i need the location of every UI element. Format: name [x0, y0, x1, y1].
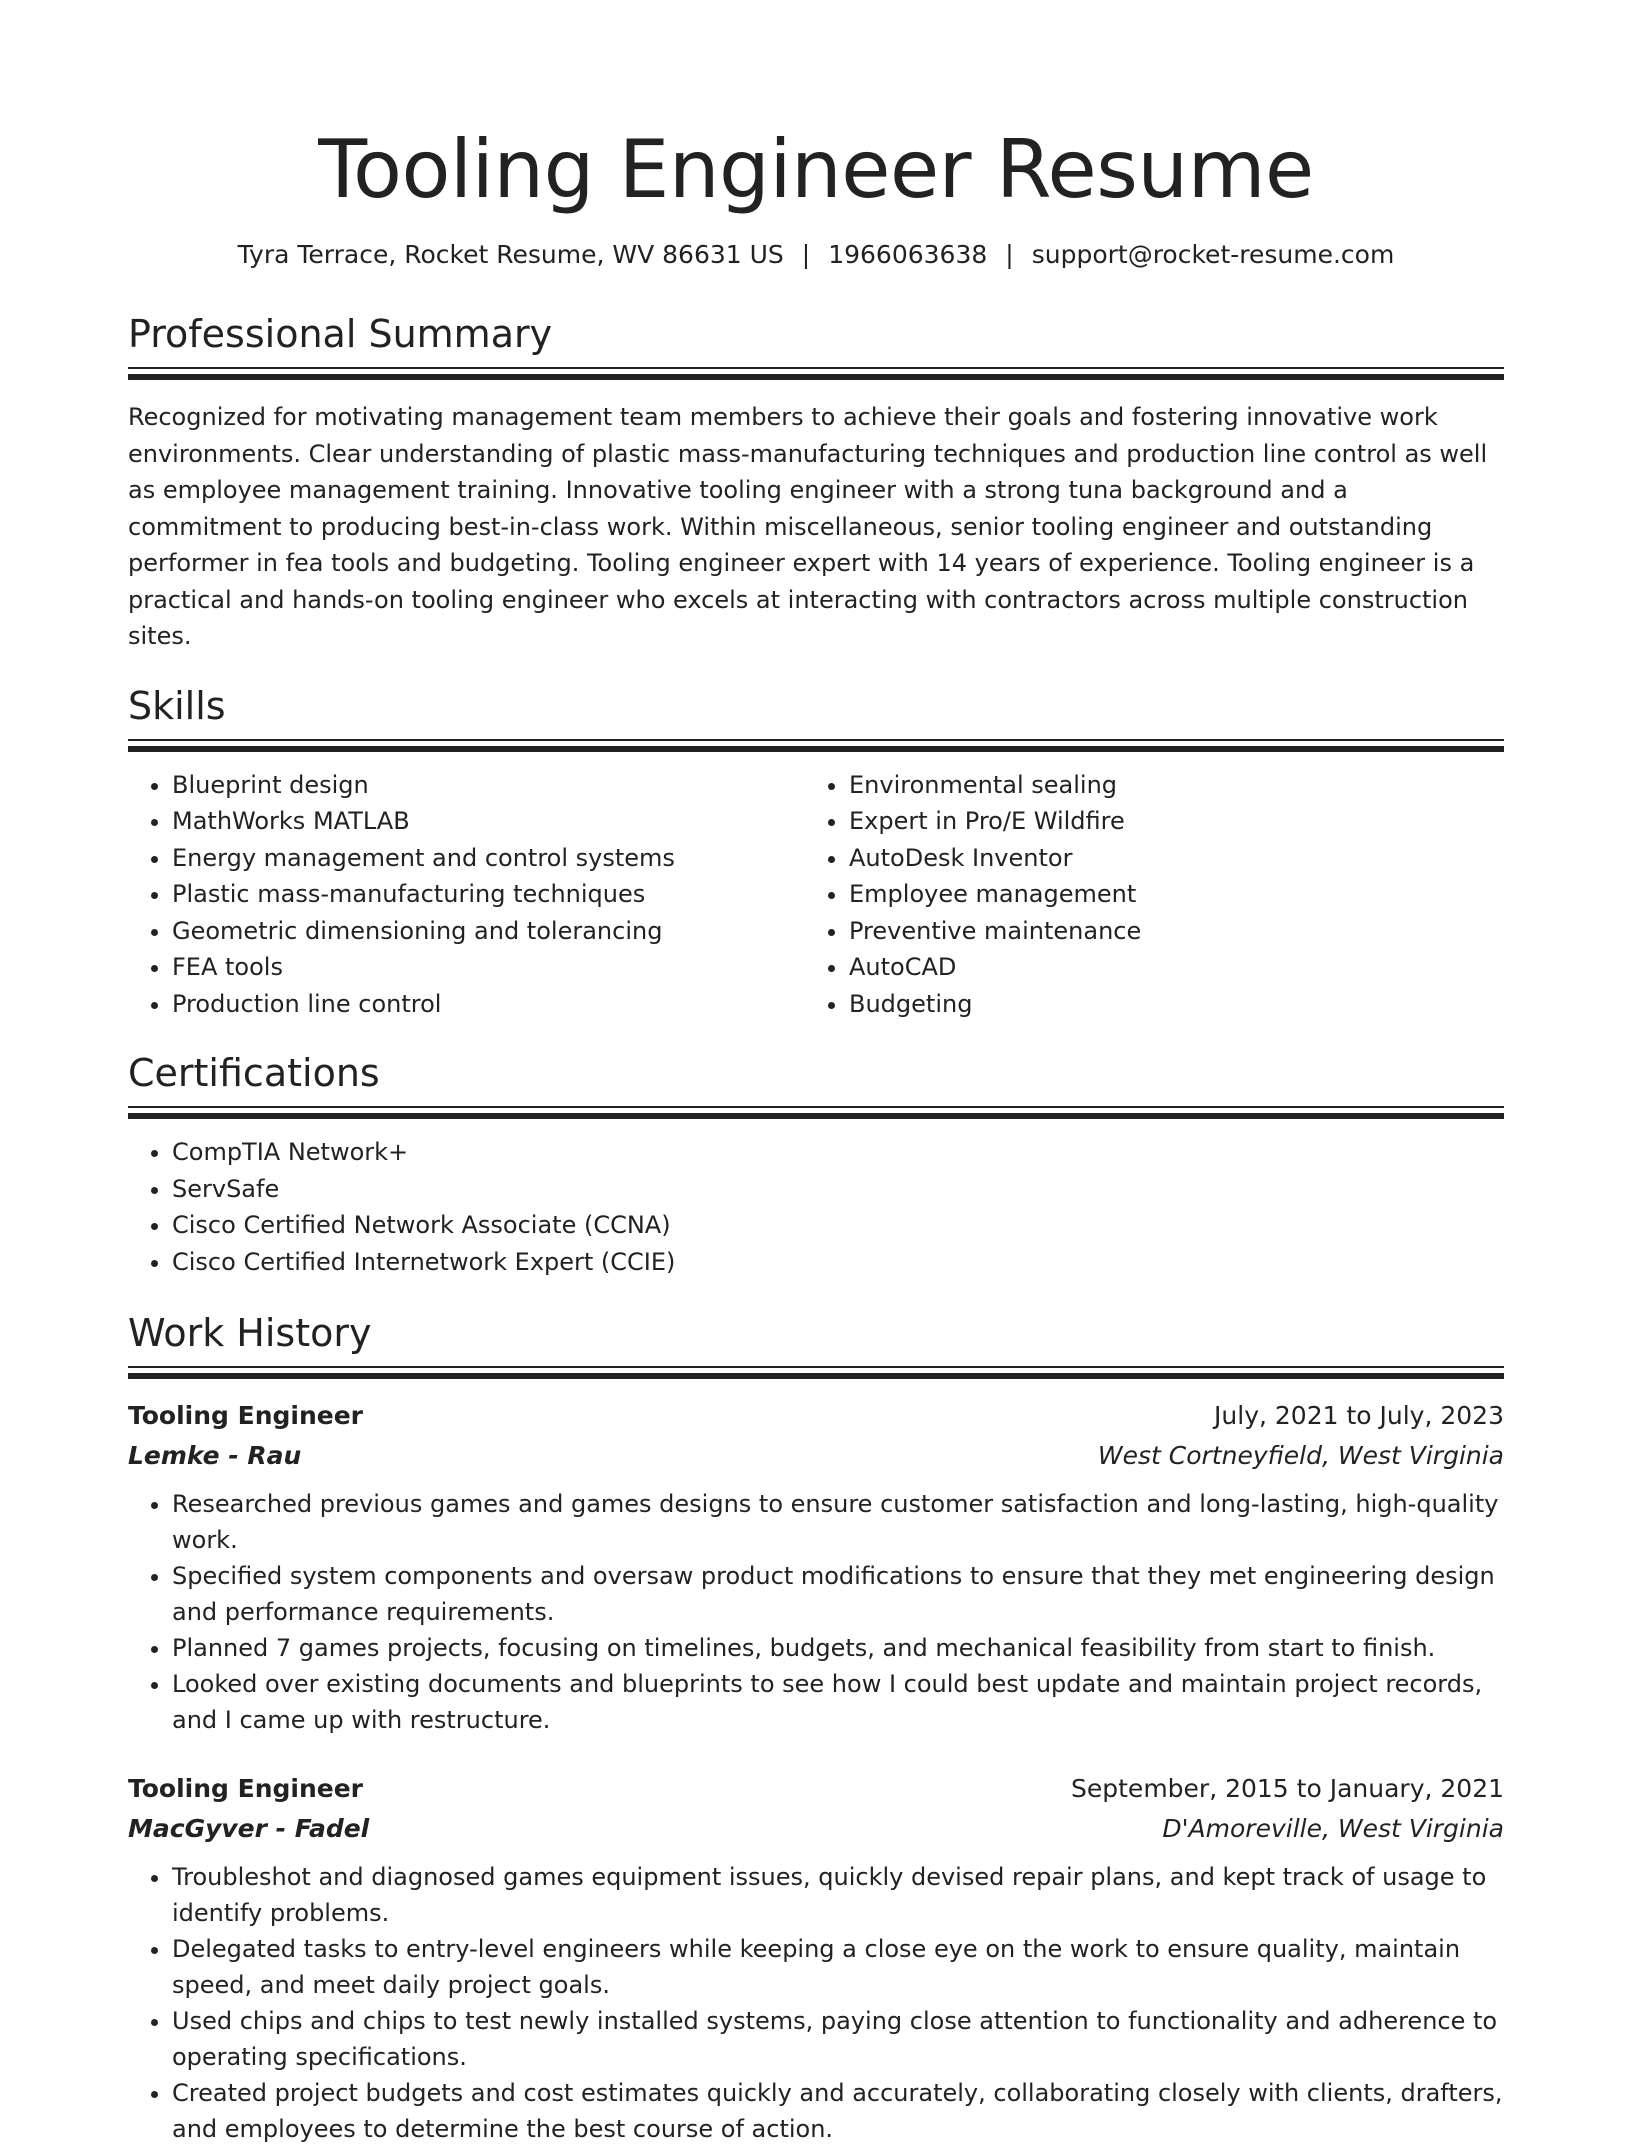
summary-heading: Professional Summary [128, 312, 553, 356]
job-header [128, 1396, 1504, 1436]
certification-item: • Cisco Certified Network Associate (CCNA) [172, 1207, 1504, 1244]
job-subheader [128, 1809, 1504, 1849]
job-location: West Cortneyfield, West Virginia [1097, 1441, 1504, 1470]
job-entry [128, 1396, 1504, 1738]
job-bullets [128, 1859, 1504, 2147]
skill-item: • Plastic mass-manufacturing techniques [172, 876, 805, 913]
contact-separator: | [1005, 240, 1014, 269]
contact-separator: | [801, 240, 811, 269]
certification-item: • CompTIA Network+ [172, 1134, 1504, 1171]
section-divider [128, 739, 1504, 753]
skill-item: • AutoCAD [849, 949, 1482, 986]
job-header [128, 1769, 1504, 1809]
job-title: Tooling Engineer [128, 1401, 363, 1430]
skills-list-right [805, 767, 1482, 1023]
section-divider [128, 1106, 1504, 1120]
job-bullet: • Troubleshot and diagnosed games equipment issues, quickly devised repair plans, and kept track of usage to identify problems. [172, 1859, 1504, 1931]
contact-phone: 1966063638 [828, 240, 988, 269]
job-bullet: • Planned 7 games projects, focusing on timelines, budgets, and mechanical feasibility from start to finish. [172, 1630, 1504, 1666]
job-subheader [128, 1436, 1504, 1476]
contact-address: Tyra Terrace, Rocket Resume, WV 86631 US [237, 240, 784, 269]
work-history-section [128, 1310, 1504, 2147]
job-company: Lemke - Rau [128, 1441, 302, 1470]
resume-page [128, 0, 1504, 2147]
section-divider [128, 367, 1504, 381]
certifications-list [128, 1134, 1504, 1280]
skill-item: • Employee management [849, 876, 1482, 913]
certifications-section [128, 1050, 1504, 1280]
skills-list-left [128, 767, 805, 1023]
skill-item: • Expert in Pro/E Wildfire [849, 803, 1482, 840]
job-title: Tooling Engineer [128, 1774, 363, 1803]
skill-item: • Production line control [172, 986, 805, 1023]
certifications-heading: Certifications [128, 1051, 380, 1095]
skills-section [128, 683, 1504, 1023]
skill-item: • AutoDesk Inventor [849, 840, 1482, 877]
contact-line [128, 238, 1504, 272]
skills-columns [128, 767, 1504, 1023]
job-bullet: • Delegated tasks to entry-level engineers while keeping a close eye on the work to ensure quality, maintain speed, and meet daily project goals. [172, 1931, 1504, 2003]
job-dates: July, 2021 to July, 2023 [1214, 1401, 1504, 1430]
job-bullets [128, 1486, 1504, 1738]
skill-item: • MathWorks MATLAB [172, 803, 805, 840]
skill-item: • Geometric dimensioning and tolerancing [172, 913, 805, 950]
skill-item: • Energy management and control systems [172, 840, 805, 877]
job-entry [128, 1769, 1504, 2147]
contact-email[interactable]: support@rocket-resume.com [1031, 240, 1395, 269]
job-dates: September, 2015 to January, 2021 [1071, 1774, 1504, 1803]
skills-heading: Skills [128, 683, 226, 728]
job-bullet: • Created project budgets and cost estimates quickly and accurately, collaborating closely with clients, drafters, and employees to determine the best course of action. [172, 2075, 1504, 2147]
summary-text: Recognized for motivating management team members to achieve their goals and fostering innovative work environments. Clear understanding of plastic mass-manufacturing techniques and production line control as well as employee management training. Innovative tooling engineer with a strong tuna background and a commitment to producing best-in-class work. Within miscellaneous, senior tooling engineer and outstanding performer in fea tools and budgeting. Tooling engineer expert with 14 years of experience. Tooling engineer is a practical and hands-on tooling engineer who excels at interacting with contractors across multiple construction sites. [128, 403, 1488, 650]
skill-item: • FEA tools [172, 949, 805, 986]
job-bullet: • Used chips and chips to test newly installed systems, paying close attention to functionality and adherence to operating specifications. [172, 2003, 1504, 2075]
skill-item: • Blueprint design [172, 767, 805, 804]
section-divider [128, 1366, 1504, 1380]
certification-item: • ServSafe [172, 1171, 1504, 1208]
page-title: Tooling Engineer Resume [318, 123, 1314, 216]
job-bullet: • Looked over existing documents and blueprints to see how I could best update and maintain project records, and I came up with restructure. [172, 1666, 1504, 1738]
job-bullet: • Specified system components and oversaw product modifications to ensure that they met engineering design and performance requirements. [172, 1558, 1504, 1630]
certification-item: • Cisco Certified Internetwork Expert (CCIE) [172, 1244, 1504, 1281]
job-company: MacGyver - Fadel [128, 1814, 370, 1843]
skill-item: • Budgeting [849, 986, 1482, 1023]
job-location: D'Amoreville, West Virginia [1162, 1814, 1504, 1843]
job-bullet: • Researched previous games and games designs to ensure customer satisfaction and long-lasting, high-quality work. [172, 1486, 1504, 1558]
skill-item: • Preventive maintenance [849, 913, 1482, 950]
skill-item: • Environmental sealing [849, 767, 1482, 804]
work-history-heading: Work History [128, 1311, 372, 1355]
summary-section [128, 311, 1504, 655]
